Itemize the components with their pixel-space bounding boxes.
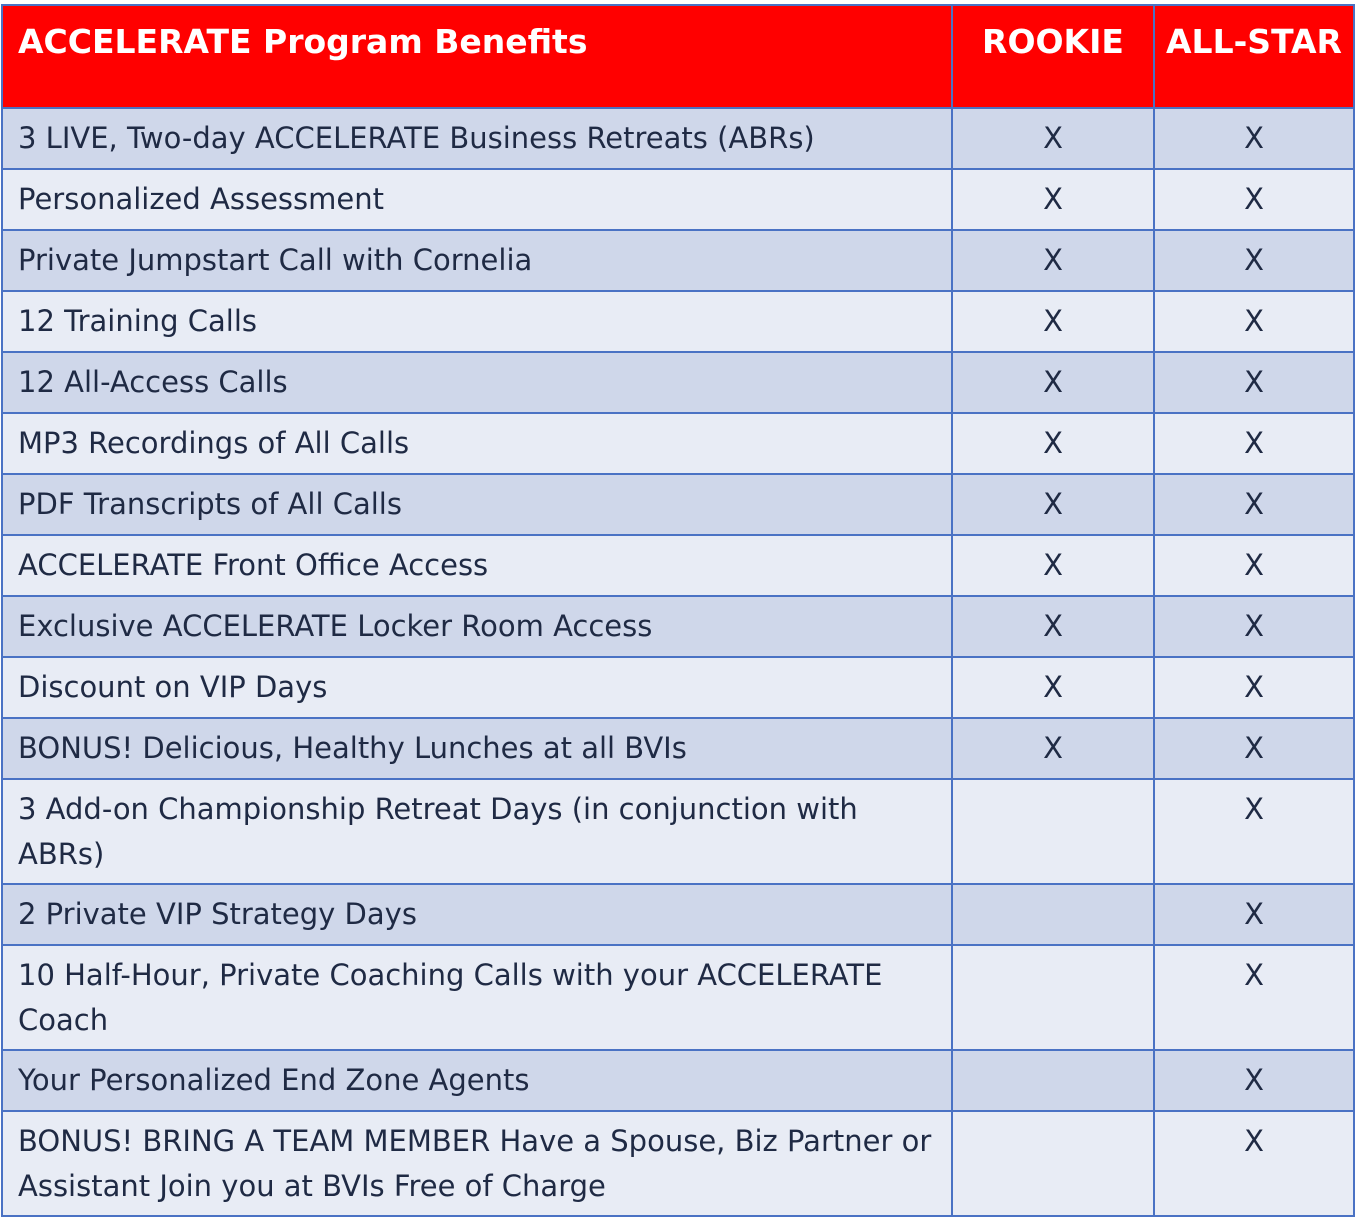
table-row — [2, 413, 1354, 474]
benefit-cell: Exclusive ACCELERATE Locker Room Access — [2, 596, 952, 657]
benefit-cell: PDF Transcripts of All Calls — [2, 474, 952, 535]
table-row — [2, 1050, 1354, 1111]
table-row — [2, 474, 1354, 535]
table-row — [2, 108, 1354, 169]
table-row — [2, 884, 1354, 945]
allstar-mark: X — [1154, 291, 1354, 352]
allstar-mark: X — [1154, 1050, 1354, 1111]
table-row — [2, 352, 1354, 413]
rookie-mark — [952, 1050, 1154, 1111]
table-row — [2, 291, 1354, 352]
rookie-mark: X — [952, 474, 1154, 535]
rookie-mark: X — [952, 535, 1154, 596]
table-row — [2, 535, 1354, 596]
header-rookie: ROOKIE — [952, 5, 1154, 108]
benefit-cell: Discount on VIP Days — [2, 657, 952, 718]
rookie-mark — [952, 945, 1154, 1050]
table-row — [2, 657, 1354, 718]
allstar-mark: X — [1154, 718, 1354, 779]
benefit-cell: ACCELERATE Front Office Access — [2, 535, 952, 596]
allstar-mark: X — [1154, 1111, 1354, 1216]
table-row — [2, 779, 1354, 884]
table-header — [2, 5, 1354, 108]
table-row — [2, 718, 1354, 779]
benefit-cell: Personalized Assessment — [2, 169, 952, 230]
allstar-mark: X — [1154, 230, 1354, 291]
header-row — [2, 5, 1354, 108]
benefits-table — [1, 4, 1355, 1217]
rookie-mark — [952, 779, 1154, 884]
benefit-cell: 10 Half-Hour, Private Coaching Calls with your ACCELERATE Coach — [2, 945, 952, 1050]
rookie-mark: X — [952, 657, 1154, 718]
benefit-cell: 12 All-Access Calls — [2, 352, 952, 413]
allstar-mark: X — [1154, 169, 1354, 230]
header-benefits: ACCELERATE Program Benefits — [2, 5, 952, 108]
rookie-mark: X — [952, 230, 1154, 291]
benefit-cell: 2 Private VIP Strategy Days — [2, 884, 952, 945]
rookie-mark: X — [952, 352, 1154, 413]
allstar-mark: X — [1154, 779, 1354, 884]
rookie-mark: X — [952, 108, 1154, 169]
benefit-cell: MP3 Recordings of All Calls — [2, 413, 952, 474]
table-row — [2, 596, 1354, 657]
allstar-mark: X — [1154, 352, 1354, 413]
table-row — [2, 945, 1354, 1050]
allstar-mark: X — [1154, 945, 1354, 1050]
allstar-mark: X — [1154, 413, 1354, 474]
table-row — [2, 169, 1354, 230]
benefit-cell: BONUS! Delicious, Healthy Lunches at all BVIs — [2, 718, 952, 779]
benefit-cell: 12 Training Calls — [2, 291, 952, 352]
header-allstar: ALL-STAR — [1154, 5, 1354, 108]
benefit-cell: 3 LIVE, Two-day ACCELERATE Business Retreats (ABRs) — [2, 108, 952, 169]
allstar-mark: X — [1154, 596, 1354, 657]
benefit-cell: Private Jumpstart Call with Cornelia — [2, 230, 952, 291]
allstar-mark: X — [1154, 108, 1354, 169]
table-row — [2, 230, 1354, 291]
rookie-mark: X — [952, 596, 1154, 657]
rookie-mark: X — [952, 291, 1154, 352]
rookie-mark: X — [952, 169, 1154, 230]
rookie-mark — [952, 884, 1154, 945]
rookie-mark — [952, 1111, 1154, 1216]
table-body — [2, 108, 1354, 1216]
allstar-mark: X — [1154, 535, 1354, 596]
rookie-mark: X — [952, 718, 1154, 779]
rookie-mark: X — [952, 413, 1154, 474]
benefit-cell: 3 Add-on Championship Retreat Days (in conjunction with ABRs) — [2, 779, 952, 884]
benefit-cell: Your Personalized End Zone Agents — [2, 1050, 952, 1111]
table-row — [2, 1111, 1354, 1216]
allstar-mark: X — [1154, 884, 1354, 945]
allstar-mark: X — [1154, 474, 1354, 535]
allstar-mark: X — [1154, 657, 1354, 718]
benefit-cell: BONUS! BRING A TEAM MEMBER Have a Spouse, Biz Partner or Assistant Join you at BVIs Free of Charge — [2, 1111, 952, 1216]
